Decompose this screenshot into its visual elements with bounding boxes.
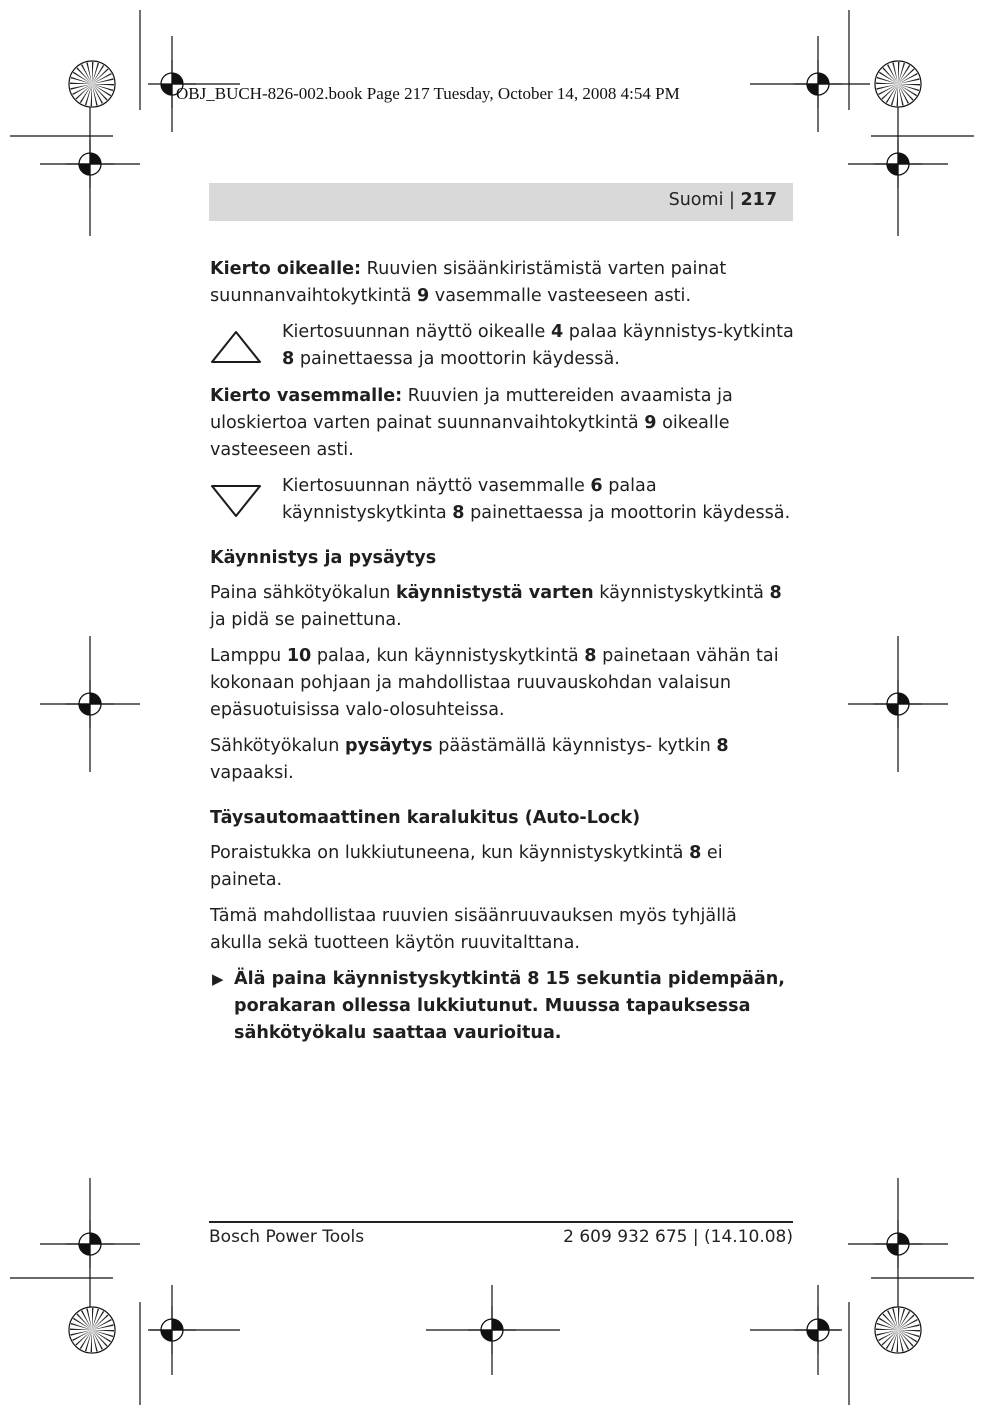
page-header — [669, 190, 777, 210]
note-right-indicator — [210, 319, 794, 373]
text: Sähkötyökalun — [210, 736, 345, 756]
text: Paina sähkötyökalun — [210, 583, 396, 603]
term-rotation-right: Kierto oikealle: — [210, 259, 362, 279]
footer-rule — [209, 1221, 793, 1223]
header-separator: | — [723, 190, 741, 210]
ref-number: 9 — [416, 286, 430, 306]
page-body — [210, 256, 794, 1056]
ref-number: 6 — [590, 476, 603, 496]
text: Lamppu — [210, 646, 287, 666]
text: Kiertosuunnan näyttö oikealle — [282, 322, 551, 342]
footer-brand: Bosch Power Tools — [209, 1227, 365, 1247]
ref-number: 8 — [282, 349, 295, 369]
text: Ruuvien ja muttereiden avaamista ja uloskiertoa varten painat suunnanvaihtokytkintä — [210, 386, 733, 433]
ref-number: 8 — [769, 583, 782, 603]
footer-doc-number: 2 609 932 675 | (14.10.08) — [563, 1227, 793, 1247]
ref-number: 8 — [584, 646, 597, 666]
text: Ruuvien sisäänkiristämistä varten painat suunnanvaihtokytkintä — [210, 259, 727, 306]
term-rotation-left: Kierto vasemmalle: — [210, 386, 403, 406]
section-heading-start-stop: Käynnistys ja pysäytys — [210, 548, 437, 568]
warning-bullet — [210, 966, 794, 1047]
bullet-triangle-icon: ▶ — [212, 970, 224, 988]
paragraph-lamp — [210, 643, 794, 724]
paragraph-rotation-right — [210, 256, 794, 310]
text: palaa, kun käynnistyskytkintä — [311, 646, 585, 666]
section-heading-auto-lock: Täysautomaattinen karalukitus (Auto-Lock) — [210, 808, 641, 828]
ref-number: 10 — [286, 646, 312, 666]
text: Poraistukka on lukkiutuneena, kun käynnistyskytkintä — [210, 843, 690, 863]
text: ei paineta. — [210, 843, 723, 890]
page-header-bar — [209, 183, 793, 221]
header-section: Suomi — [668, 190, 724, 210]
ref-number: 8 — [452, 503, 465, 523]
paragraph-stop — [210, 733, 794, 787]
paragraph-screwdriver-use: Tämä mahdollistaa ruuvien sisäänruuvauksen myös tyhjällä akulla sekä tuotteen käytön ruuvitalttana. — [210, 906, 737, 953]
warning-text: Älä paina käynnistyskytkintä 8 15 sekuntia pidempään, porakaran ollessa lukkiutunut. Muussa tapauksessa sähkötyökalu saattaa vaurioitua. — [234, 969, 785, 1043]
text: palaa käynnistys-kytkinta — [563, 322, 794, 342]
paragraph-start — [210, 580, 794, 634]
text: päästämällä käynnistys- kytkin — [432, 736, 717, 756]
print-slug-line: OBJ_BUCH-826-002.book Page 217 Tuesday, October 14, 2008 4:54 PM — [176, 84, 680, 103]
ref-number: 8 — [689, 843, 702, 863]
ref-number: 9 — [644, 413, 657, 433]
paragraph-chuck-locked — [210, 840, 794, 894]
text: käynnistyskytkintä — [593, 583, 770, 603]
text: painettaessa ja moottorin käydessä. — [294, 349, 620, 369]
note-left-indicator — [210, 473, 794, 527]
text: painetaan vähän tai kokonaan pohjaan ja mahdollistaa ruuvauskohdan valaisun epäsuotuisissa valo-olosuhteissa. — [210, 646, 779, 720]
text: Kiertosuunnan näyttö vasemmalle — [282, 476, 591, 496]
text: oikealle vasteeseen asti. — [210, 413, 730, 460]
text: painettaessa ja moottorin käydessä. — [464, 503, 791, 523]
emphasis: pysäytys — [344, 736, 433, 756]
page-number: 217 — [740, 190, 777, 210]
arrow-up-indicator-icon — [210, 329, 262, 365]
ref-number: 4 — [550, 322, 564, 342]
ref-number: 8 — [716, 736, 729, 756]
emphasis: käynnistystä varten — [395, 583, 594, 603]
arrow-down-indicator-icon — [210, 483, 262, 519]
text: palaa käynnistyskytkinta — [282, 476, 657, 523]
text: vasemmalle vasteeseen asti. — [429, 286, 692, 306]
text: vapaaksi. — [210, 763, 294, 783]
text: ja pidä se painettuna. — [210, 610, 402, 630]
paragraph-rotation-left — [210, 383, 794, 464]
